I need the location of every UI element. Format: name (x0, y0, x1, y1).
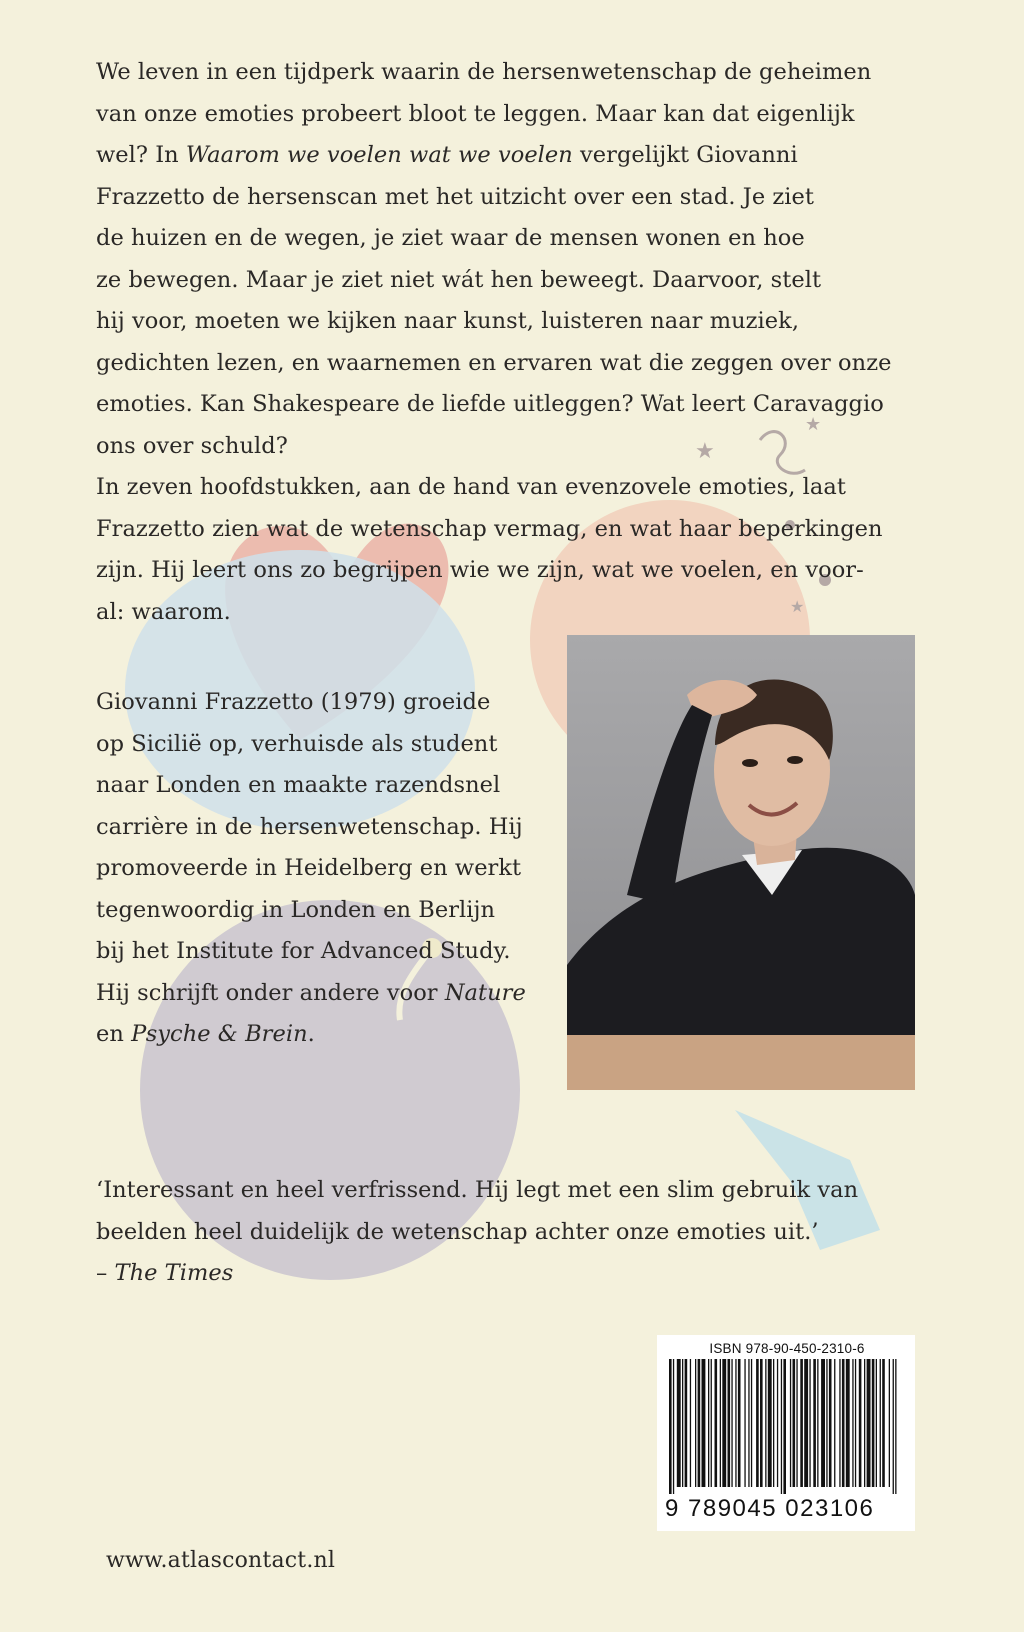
barcode-bar (793, 1359, 796, 1487)
quote-line: beelden heel duidelijk de wetenschap achter onze emoties uit.’ (96, 1218, 819, 1245)
quote-line: ‘Interessant en heel verfrissend. Hij legt met een slim gebruik van (96, 1177, 859, 1203)
barcode-bar (711, 1359, 712, 1487)
blurb-text (96, 52, 926, 633)
barcode-bar (855, 1359, 856, 1487)
barcode-bars (667, 1359, 905, 1494)
barcode-bar (722, 1359, 726, 1487)
quote-dash: – (96, 1260, 115, 1286)
barcode-bar (842, 1359, 845, 1487)
barcode-bar (744, 1359, 745, 1487)
barcode-bar (751, 1359, 752, 1487)
barcode-bar (867, 1359, 871, 1487)
barcode-bar (756, 1359, 759, 1487)
barcode-bar (859, 1359, 862, 1487)
barcode-bar (829, 1359, 832, 1487)
barcode-bar (809, 1359, 810, 1487)
bio-line (96, 973, 556, 1015)
barcode-bar (682, 1359, 683, 1487)
blurb-fragment: wel? In (96, 142, 186, 168)
quote-attribution (96, 1253, 936, 1295)
barcode-bar (783, 1359, 786, 1494)
bio-line: op Sicilië op, verhuisde als student (96, 730, 498, 757)
bio-line: naar Londen en maakte razendsnel (96, 772, 501, 798)
barcode-bar (781, 1359, 782, 1494)
star-shape: ★ (805, 414, 822, 435)
barcode-bar (690, 1359, 691, 1487)
barcode-bar (852, 1359, 853, 1487)
blurb-line: In zeven hoofdstukken, aan de hand van evenzovele emoties, laat (96, 474, 846, 500)
author-photo (567, 635, 915, 1090)
barcode-bar (895, 1359, 896, 1494)
blurb-line: van onze emoties probeert bloot te leggen. Maar kan dat eigenlijk (96, 100, 855, 127)
blurb-line: Frazzetto zien wat de wetenschap vermag, en wat haar beperkingen (96, 515, 883, 542)
bio-line: tegenwoordig in Londen en Berlijn (96, 896, 496, 923)
blurb-line: ze bewegen. Maar je ziet niet wát hen beweegt. Daarvoor, stelt (96, 266, 822, 293)
barcode-bar (695, 1359, 696, 1487)
bio-line: Giovanni Frazzetto (1979) groeide (96, 689, 491, 715)
barcode-bar (800, 1359, 803, 1487)
barcode-bar (880, 1359, 881, 1487)
blurb-line: emoties. Kan Shakespeare de liefde uitleggen? Wat leert Caravaggio (96, 391, 884, 417)
barcode-bar (773, 1359, 774, 1487)
bio-line: carrière in de hersenwetenschap. Hij (96, 813, 523, 840)
magazine-name: Nature (444, 979, 526, 1006)
barcode-bar (834, 1359, 835, 1487)
press-quote (96, 1170, 936, 1295)
blurb-line: Frazzetto de hersenscan met het uitzicht over een stad. Je ziet (96, 183, 814, 210)
barcode-bar (677, 1359, 681, 1487)
barcode-bar (728, 1359, 731, 1487)
barcode-bar (698, 1359, 701, 1487)
barcode-bar (882, 1359, 885, 1487)
barcode-bar (765, 1359, 766, 1487)
star-shape: ★ (790, 597, 805, 616)
isbn-label: ISBN 978-90-450-2310-6 (709, 1341, 865, 1356)
barcode-bar (796, 1359, 797, 1487)
blurb-line: hij voor, moeten we kijken naar kunst, luisteren naar muziek, (96, 308, 800, 334)
barcode-bar (708, 1359, 709, 1487)
blurb-line: gedichten lezen, en waarnemen en ervaren wat die zeggen over onze (96, 349, 892, 376)
star-shape: ★ (695, 439, 715, 464)
barcode-bar (669, 1359, 672, 1494)
barcode-bar (720, 1359, 721, 1487)
blurb-line: al: waarom. (96, 598, 231, 625)
bio-line (96, 1014, 556, 1056)
barcode-bar (821, 1359, 825, 1487)
barcode-bar (685, 1359, 688, 1487)
bio-line: bij het Institute for Advanced Study. (96, 938, 511, 964)
barcode-bar (768, 1359, 772, 1487)
barcode-bar (748, 1359, 749, 1487)
barcode-bar (839, 1359, 840, 1487)
barcode-bar (893, 1359, 894, 1494)
bio-line: promoveerde in Heidelberg en werkt (96, 855, 522, 881)
isbn-barcode (657, 1335, 915, 1531)
barcode-bar (760, 1359, 763, 1487)
magazine-name: Psyche & Brein (131, 1021, 308, 1047)
barcode-bar (846, 1359, 850, 1487)
blurb-line (96, 135, 926, 177)
barcode-bar (864, 1359, 865, 1487)
bio-fragment: en (96, 1021, 132, 1047)
blurb-line: ons over schuld? (96, 432, 288, 459)
blurb-line: de huizen en de wegen, je ziet waar de mensen wonen en hoe (96, 225, 805, 251)
barcode-bar (826, 1359, 827, 1487)
bio-fragment: . (307, 1021, 315, 1047)
barcode-bar (735, 1359, 736, 1487)
barcode-bar (804, 1359, 808, 1487)
barcode-bar (702, 1359, 706, 1487)
barcode-bar (817, 1359, 818, 1487)
barcode-bar (813, 1359, 816, 1487)
blurb-line: zijn. Hij leert ons zo begrijpen wie we zijn, wat we voelen, en voor- (96, 557, 864, 583)
bio-fragment: Hij schrijft onder andere voor (96, 979, 445, 1006)
quote-source: The Times (114, 1260, 234, 1286)
barcode-bar (876, 1359, 877, 1487)
barcode-digits: 9 789045 023106 (665, 1495, 875, 1522)
barcode-bar (790, 1359, 791, 1487)
barcode-bar (715, 1359, 718, 1487)
barcode-bar (777, 1359, 778, 1487)
author-portrait-illustration (567, 635, 915, 1090)
barcode-bar (673, 1359, 674, 1494)
blurb-fragment: vergelijkt Giovanni (572, 142, 798, 168)
barcode-bar (889, 1359, 890, 1487)
blurb-line: We leven in een tijdperk waarin de hersenwetenschap de geheimen (96, 59, 872, 85)
barcode-bar (738, 1359, 741, 1487)
author-bio (96, 682, 556, 1056)
barcode-bar (731, 1359, 732, 1487)
barcode-bar (872, 1359, 875, 1487)
book-title: Waarom we voelen wat we voelen (185, 142, 573, 168)
publisher-url[interactable]: www.atlascontact.nl (106, 1548, 336, 1573)
